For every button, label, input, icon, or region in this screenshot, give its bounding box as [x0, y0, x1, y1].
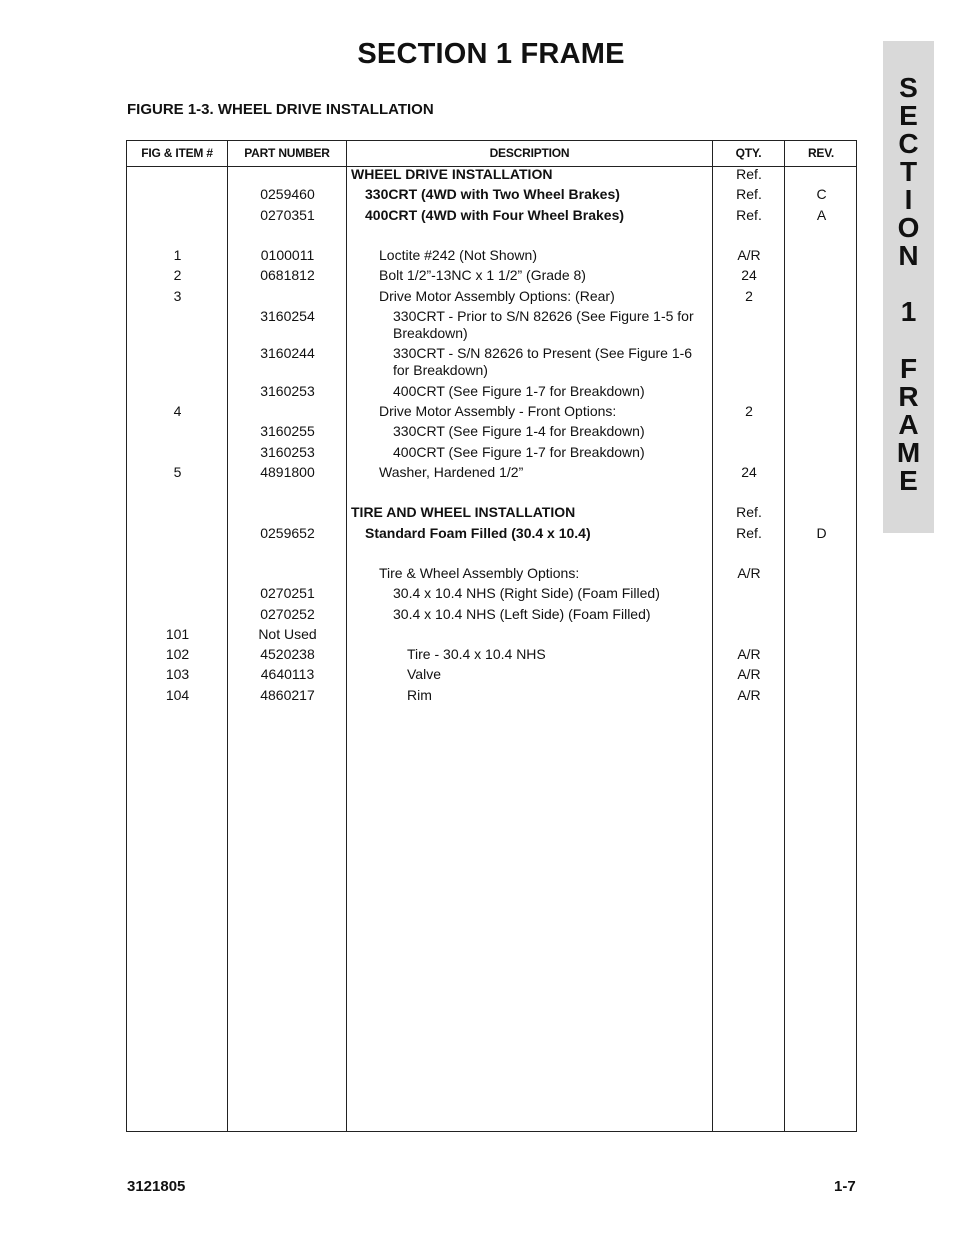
description-cell: WHEEL DRIVE INSTALLATION — [351, 166, 553, 182]
part-number-cell: 4860217 — [260, 687, 315, 703]
description-cell: Valve — [407, 666, 441, 682]
description-cell: Standard Foam Filled (30.4 x 10.4) — [365, 525, 591, 541]
side-tab-letter: O — [897, 212, 920, 243]
header-qty: QTY. — [735, 146, 762, 160]
side-tab-letter: 1 — [900, 296, 917, 327]
description-cell: Rim — [407, 687, 432, 703]
description-cell: 330CRT (4WD with Two Wheel Brakes) — [365, 186, 620, 202]
rev-cell: C — [816, 186, 827, 202]
part-number-cell: 0259460 — [260, 186, 315, 202]
qty-cell: Ref. — [736, 525, 762, 541]
fig-item-cell: 102 — [165, 646, 190, 662]
description-cell: 400CRT (See Figure 1-7 for Breakdown) — [393, 444, 645, 460]
description-cell: 30.4 x 10.4 NHS (Right Side) (Foam Filled) — [393, 585, 660, 601]
description-cell: 400CRT (4WD with Four Wheel Brakes) — [365, 207, 625, 223]
header-description: DESCRIPTION — [489, 146, 570, 160]
part-number-cell: 3160253 — [260, 383, 315, 399]
figure-caption: FIGURE 1-3. WHEEL DRIVE INSTALLATION — [127, 101, 434, 118]
part-number-cell: 3160255 — [260, 423, 315, 439]
header-fig-item: FIG & ITEM # — [141, 146, 213, 160]
description-cell: Tire & Wheel Assembly Options: — [379, 565, 580, 581]
qty-cell: A/R — [737, 565, 761, 581]
part-number-cell: 4520238 — [260, 646, 315, 662]
side-tab-letter: N — [898, 240, 919, 271]
qty-cell: 24 — [741, 267, 757, 283]
part-number-cell: 0259652 — [260, 525, 315, 541]
parts-table — [126, 140, 857, 1132]
part-number-cell: 0681812 — [260, 267, 315, 283]
description-cell: 330CRT - Prior to S/N 82626 (See Figure 1-5 for Breakdown) — [393, 308, 694, 341]
description-cell: 30.4 x 10.4 NHS (Left Side) (Foam Filled) — [393, 606, 651, 622]
fig-item-cell: 2 — [173, 267, 182, 283]
description-cell: 330CRT - S/N 82626 to Present (See Figure 1-6 for Breakdown) — [393, 345, 693, 378]
part-number-cell: 4640113 — [260, 666, 315, 682]
fig-item-cell: 103 — [165, 666, 190, 682]
page-title: SECTION 1 FRAME — [357, 38, 625, 70]
description-cell: 400CRT (See Figure 1-7 for Breakdown) — [393, 383, 645, 399]
qty-cell: 2 — [745, 403, 753, 419]
document-number: 3121805 — [127, 1178, 186, 1195]
description-cell: TIRE AND WHEEL INSTALLATION — [351, 504, 576, 520]
side-tab-letter: E — [899, 100, 918, 131]
side-tab-letter: A — [898, 409, 919, 440]
description-cell: Tire - 30.4 x 10.4 NHS — [407, 646, 546, 662]
side-tab-letter: M — [896, 437, 921, 468]
fig-item-cell: 101 — [165, 626, 190, 642]
side-tab-letter: I — [904, 184, 913, 215]
header-rev: REV. — [807, 146, 835, 160]
description-cell: Bolt 1/2”-13NC x 1 1/2” (Grade 8) — [379, 267, 586, 283]
side-tab-letter: S — [899, 72, 918, 103]
part-number-cell: 3160253 — [260, 444, 315, 460]
part-number-cell: 0270251 — [260, 585, 315, 601]
fig-item-cell: 4 — [173, 403, 182, 419]
fig-item-cell: 1 — [173, 247, 182, 263]
side-tab-letter: T — [899, 156, 918, 187]
qty-cell: A/R — [737, 646, 761, 662]
qty-cell: Ref. — [736, 166, 762, 182]
side-tab-letter: E — [899, 465, 918, 496]
fig-item-cell: 104 — [165, 687, 190, 703]
description-cell: Washer, Hardened 1/2” — [379, 464, 524, 480]
description-cell: 330CRT (See Figure 1-4 for Breakdown) — [393, 423, 645, 439]
fig-item-cell: 3 — [173, 288, 182, 304]
description-cell: Loctite #242 (Not Shown) — [379, 247, 537, 263]
page-number: 1-7 — [834, 1178, 856, 1195]
qty-cell: 24 — [741, 464, 757, 480]
qty-cell: Ref. — [736, 207, 762, 223]
part-number-cell: 0270252 — [260, 606, 315, 622]
qty-cell: A/R — [737, 666, 761, 682]
part-number-cell: 3160254 — [260, 308, 315, 324]
rev-cell: A — [816, 207, 827, 223]
header-part-number: PART NUMBER — [244, 146, 330, 160]
qty-cell: A/R — [737, 687, 761, 703]
qty-cell: 2 — [745, 288, 753, 304]
side-tab-letter: R — [898, 381, 919, 412]
qty-cell: Ref. — [736, 186, 762, 202]
fig-item-cell: 5 — [173, 464, 182, 480]
qty-cell: Ref. — [736, 504, 762, 520]
part-number-cell: 4891800 — [260, 464, 315, 480]
description-cell: Drive Motor Assembly - Front Options: — [379, 403, 617, 419]
qty-cell: A/R — [737, 247, 761, 263]
part-number-cell: 0270351 — [260, 207, 315, 223]
side-tab-letter: C — [898, 128, 919, 159]
part-number-cell: 0100011 — [260, 247, 315, 263]
side-tab-letter: F — [899, 353, 918, 384]
section-side-tab — [883, 41, 934, 533]
description-cell: Drive Motor Assembly Options: (Rear) — [379, 288, 615, 304]
part-number-cell: 3160244 — [260, 345, 315, 361]
part-number-cell: Not Used — [258, 626, 317, 642]
rev-cell: D — [816, 525, 827, 541]
